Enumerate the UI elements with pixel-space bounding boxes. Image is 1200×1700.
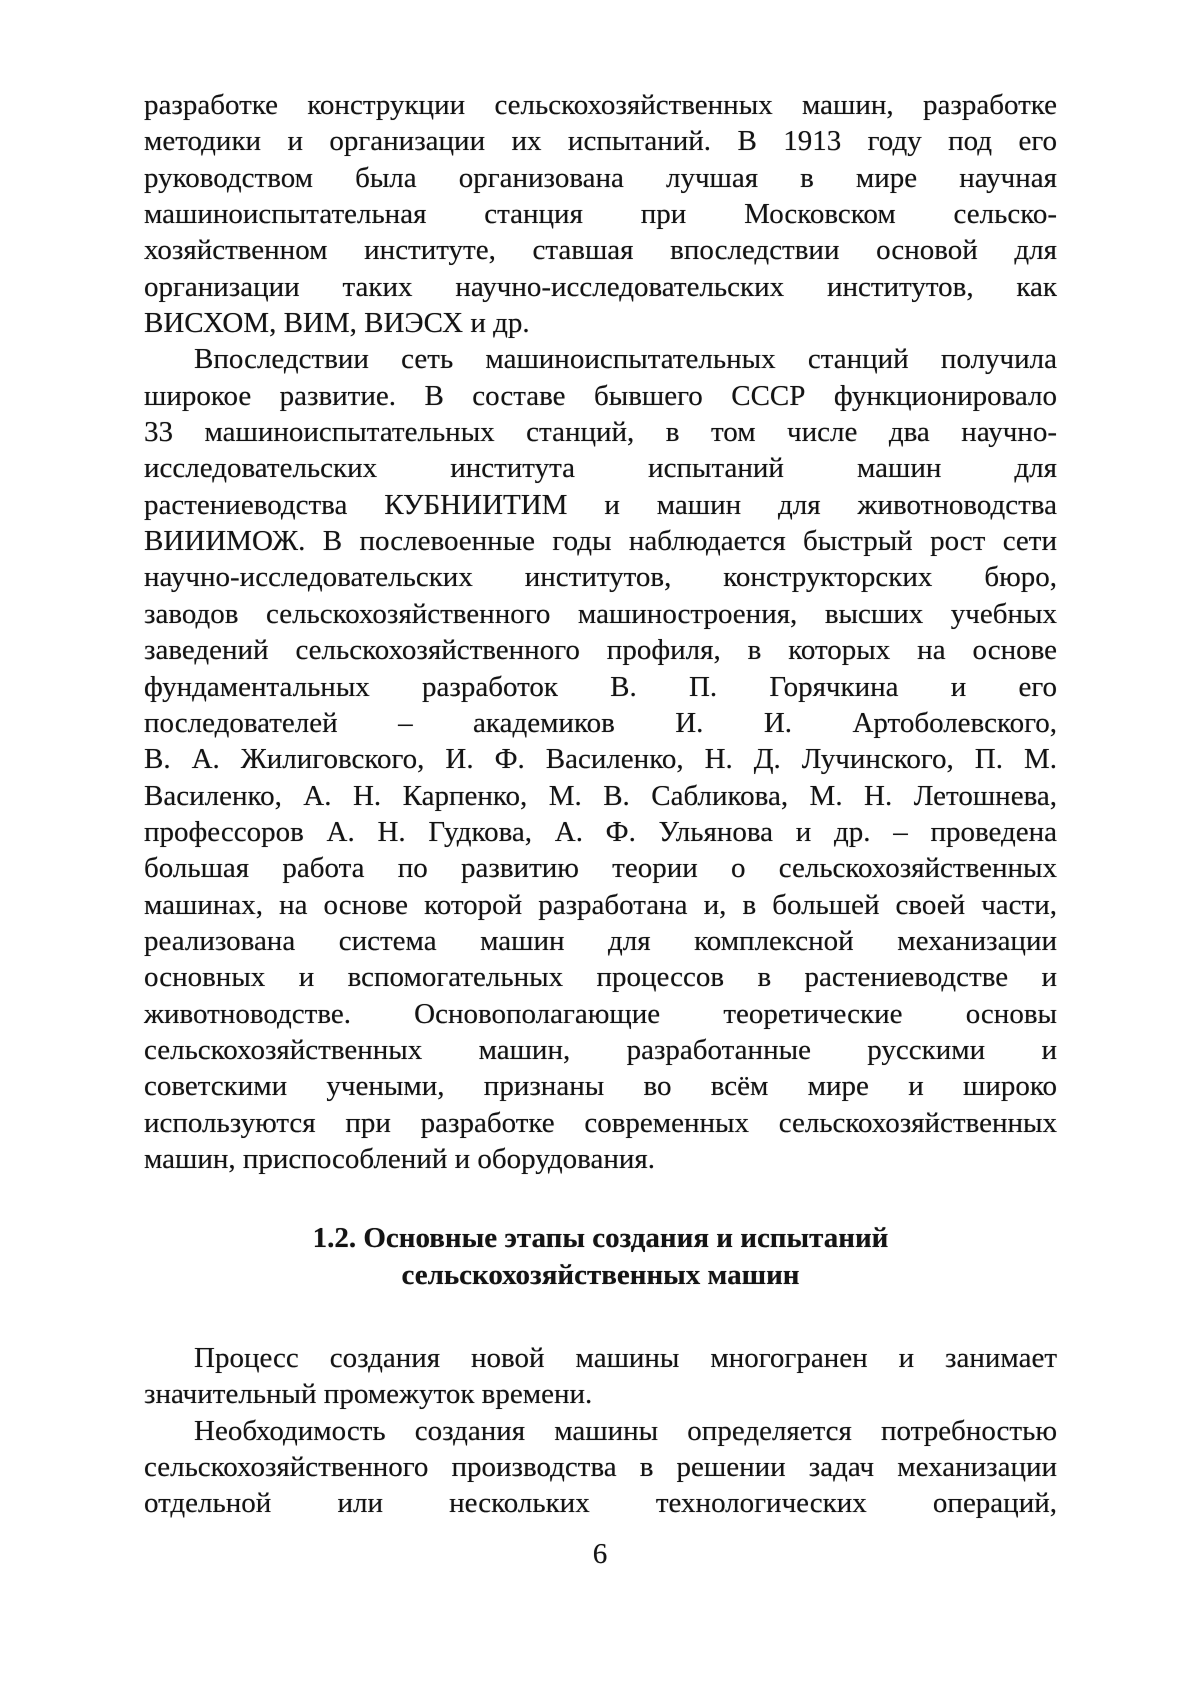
text-line: сельскохозяйственных машин [401,1258,800,1291]
text-line: Впоследствии сеть машиноиспытательных станций получила [194,343,1057,376]
text-line: Василенко, А. Н. Карпенко, М. В. Сабликова, М. Н. Летошнева, [144,779,1057,812]
text-line: большая работа по развитию теории о сельскохозяйственных [144,852,1057,885]
text-line: В. А. Жилиговского, И. Ф. Василенко, Н. Д. Лучинского, П. М. [144,743,1057,776]
paragraph-continued [144,87,1057,341]
text-line: профессоров А. Н. Гудкова, А. Ф. Ульянова и др. – проведена [144,815,1057,848]
paragraph-history [144,341,1057,1177]
text-line: сельскохозяйственного производства в решении задач механизации [144,1451,1057,1484]
text-line: отдельной или нескольких технологических операций, [144,1487,1057,1520]
paragraph-necessity [144,1413,1057,1522]
text-line: реализована система машин для комплексной механизации [144,924,1057,957]
text-line: организации таких научно-исследовательских институтов, как [144,270,1057,303]
text-line: хозяйственном институте, ставшая впоследствии основой для [144,234,1057,267]
text-line: научно-исследовательских институтов, конструкторских бюро, [144,561,1057,594]
text-line: последователей – академиков И. И. Артоболевского, [144,706,1057,739]
text-line: Процесс создания новой машины многогранен и занимает [194,1342,1057,1374]
text-line: 33 машиноиспытательных станций, в том числе два научно- [144,416,1057,449]
text-line: используются при разработке современных сельскохозяйственных [144,1106,1057,1139]
text-line: руководством была организована лучшая в мире научная [144,161,1057,194]
text-line: ВИИИМОЖ. В послевоенные годы наблюдается быстрый рост сети [144,525,1057,558]
text-line: машинах, на основе которой разработана и, в большей своей части, [144,888,1057,921]
text-line: Необходимость создания машины определяется потребностью [194,1414,1057,1447]
text-line: заведений сельскохозяйственного профиля, в которых на основе [144,634,1057,667]
text-line: машин, приспособлений и оборудования. [144,1142,655,1175]
text-line: заводов сельскохозяйственного машиностроения, высших учебных [144,597,1057,630]
text-line: машиноиспытательная станция при Московском сельско- [144,198,1057,231]
text-line: основных и вспомогательных процессов в растениеводстве и [144,961,1057,994]
page-body-text [144,87,1057,1522]
text-line: сельскохозяйственных машин, разработанные русскими и [144,1033,1057,1066]
text-line: ВИСХОМ, ВИМ, ВИЭСХ и др. [144,307,530,340]
text-line: широкое развитие. В составе бывшего СССР функционировало [144,379,1057,412]
text-line: исследовательских института испытаний машин для [144,452,1057,485]
page-number: 6 [592,1538,608,1570]
text-line: фундаментальных разработок В. П. Горячкина и его [144,670,1057,703]
section-heading [144,1220,1057,1293]
text-line: методики и организации их испытаний. В 1913 году под его [144,125,1057,158]
text-line: растениеводства КУБНИИТИМ и машин для животноводства [144,488,1057,521]
text-line: значительный промежуток времени. [144,1378,593,1411]
text-line: советскими учеными, признаны во всём мире и широко [144,1070,1057,1103]
paragraph-process [144,1340,1057,1413]
text-line: 1.2. Основные этапы создания и испытаний [312,1222,889,1255]
text-line: животноводстве. Основополагающие теоретические основы [144,997,1057,1030]
text-line: разработке конструкции сельскохозяйственных машин, разработке [144,89,1057,121]
